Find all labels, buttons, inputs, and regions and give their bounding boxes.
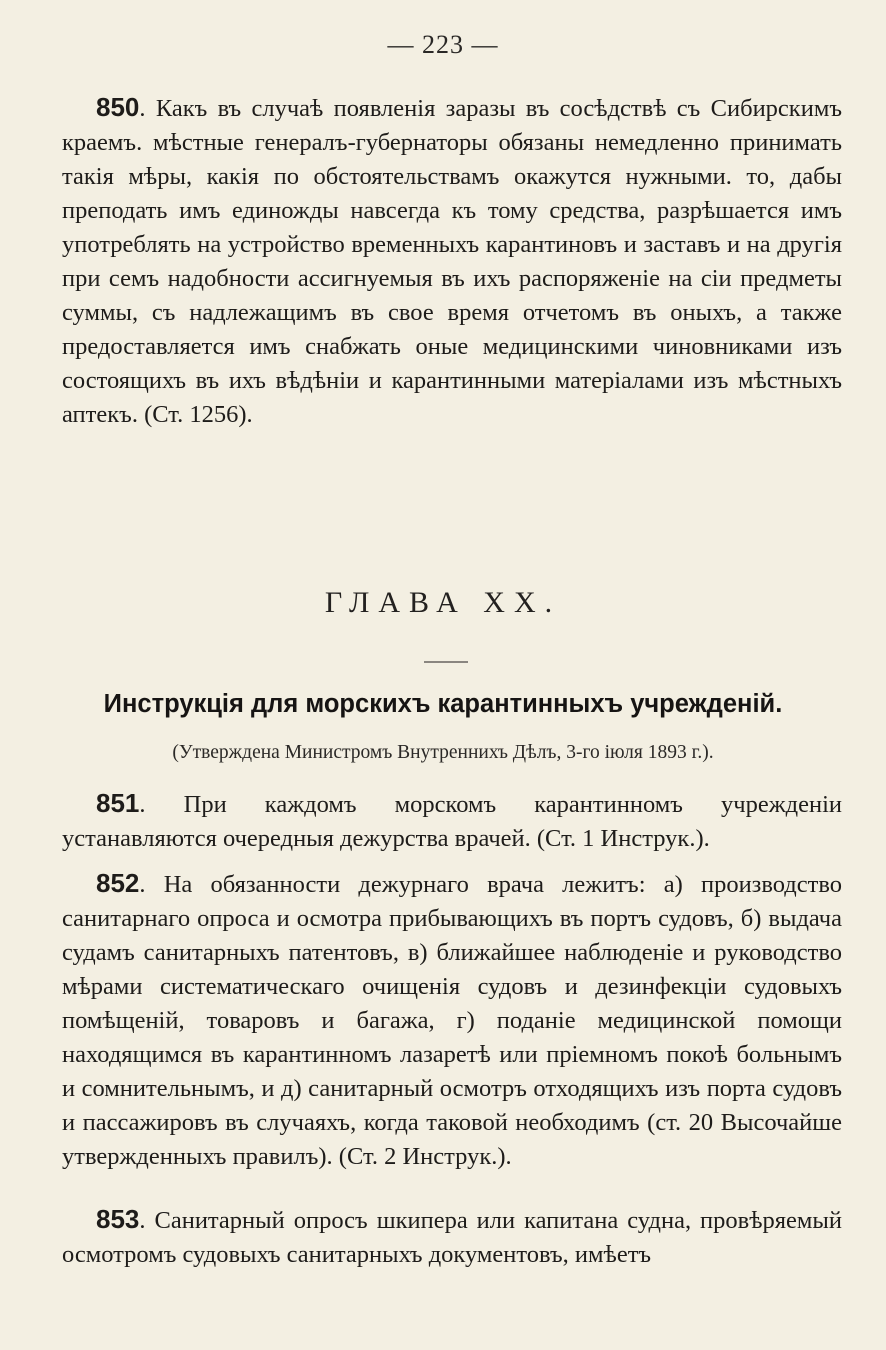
article-850 [62,90,842,432]
article-number: 852 [96,868,140,898]
article-number: 851 [96,788,140,818]
approval-note: (Утверждена Министромъ Внутреннихъ Дѣлъ, 3-го іюля 1893 г.). [172,742,714,763]
article-text: . Санитарный опросъ шкипера или капитана судна, провѣряемый осмотромъ судовыхъ санитарныхъ документовъ, имѣетъ [62,1207,842,1268]
article-text: . При каждомъ морскомъ карантинномъ учрежденіи устанавляются очередныя дежурства врачей. (Ст. 1 Инструк.). [62,791,842,852]
section-title: Инструкція для морскихъ карантинныхъ учрежденій. [103,690,783,718]
article-852 [62,866,842,1174]
page-number: — 223 — [387,30,499,59]
article-text: . На обязанности дежурнаго врача лежитъ: а) производство санитарнаго опроса и осмотра прибывающихъ въ портъ судовъ, б) выдача судамъ санитарныхъ патентовъ, в) ближайшее наблюденіе и руководство мѣрами систематическаго очищенія судовъ и дезинфекціи судовыхъ помѣщеній, товаровъ и багажа, г) поданіе медицинской помощи находящимся въ карантинномъ лазаретѣ или пріемномъ покоѣ больнымъ и сомнительнымъ, и д) санитарный осмотръ отходящихъ изъ порта судовъ и пассажировъ въ случаяхъ, когда таковой необходимъ (ст. 20 Высочайше утвержденныхъ правилъ). (Ст. 2 Инструк.). [62,871,842,1170]
divider [424,661,468,663]
article-text: . Какъ въ случаѣ появленія заразы въ сосѣдствѣ съ Сибирскимъ краемъ. мѣстные генералъ-губернаторы обязаны немедленно принимать такія мѣры, какія по обстоятельствамъ окажутся нужными. то, дабы преподать имъ единожды навсегда къ тому средства, разрѣшается имъ употреблять на устройство временныхъ карантиновъ и заставъ и на другія при семъ надобности ассигнуемыя въ ихъ распоряженіе на сіи предметы суммы, съ надлежащимъ въ свое время отчетомъ въ оныхъ, а также предоставляется имъ снабжать оные медицинскими чиновниками изъ состоящихъ въ ихъ вѣдѣніи и карантинными матеріалами изъ мѣстныхъ аптекъ. (Ст. 1256). [62,95,842,428]
article-number: 853 [96,1204,140,1234]
article-number: 850 [96,92,140,122]
article-853 [62,1202,842,1272]
article-851 [62,786,842,856]
chapter-heading: ГЛАВА XX. [324,586,562,619]
